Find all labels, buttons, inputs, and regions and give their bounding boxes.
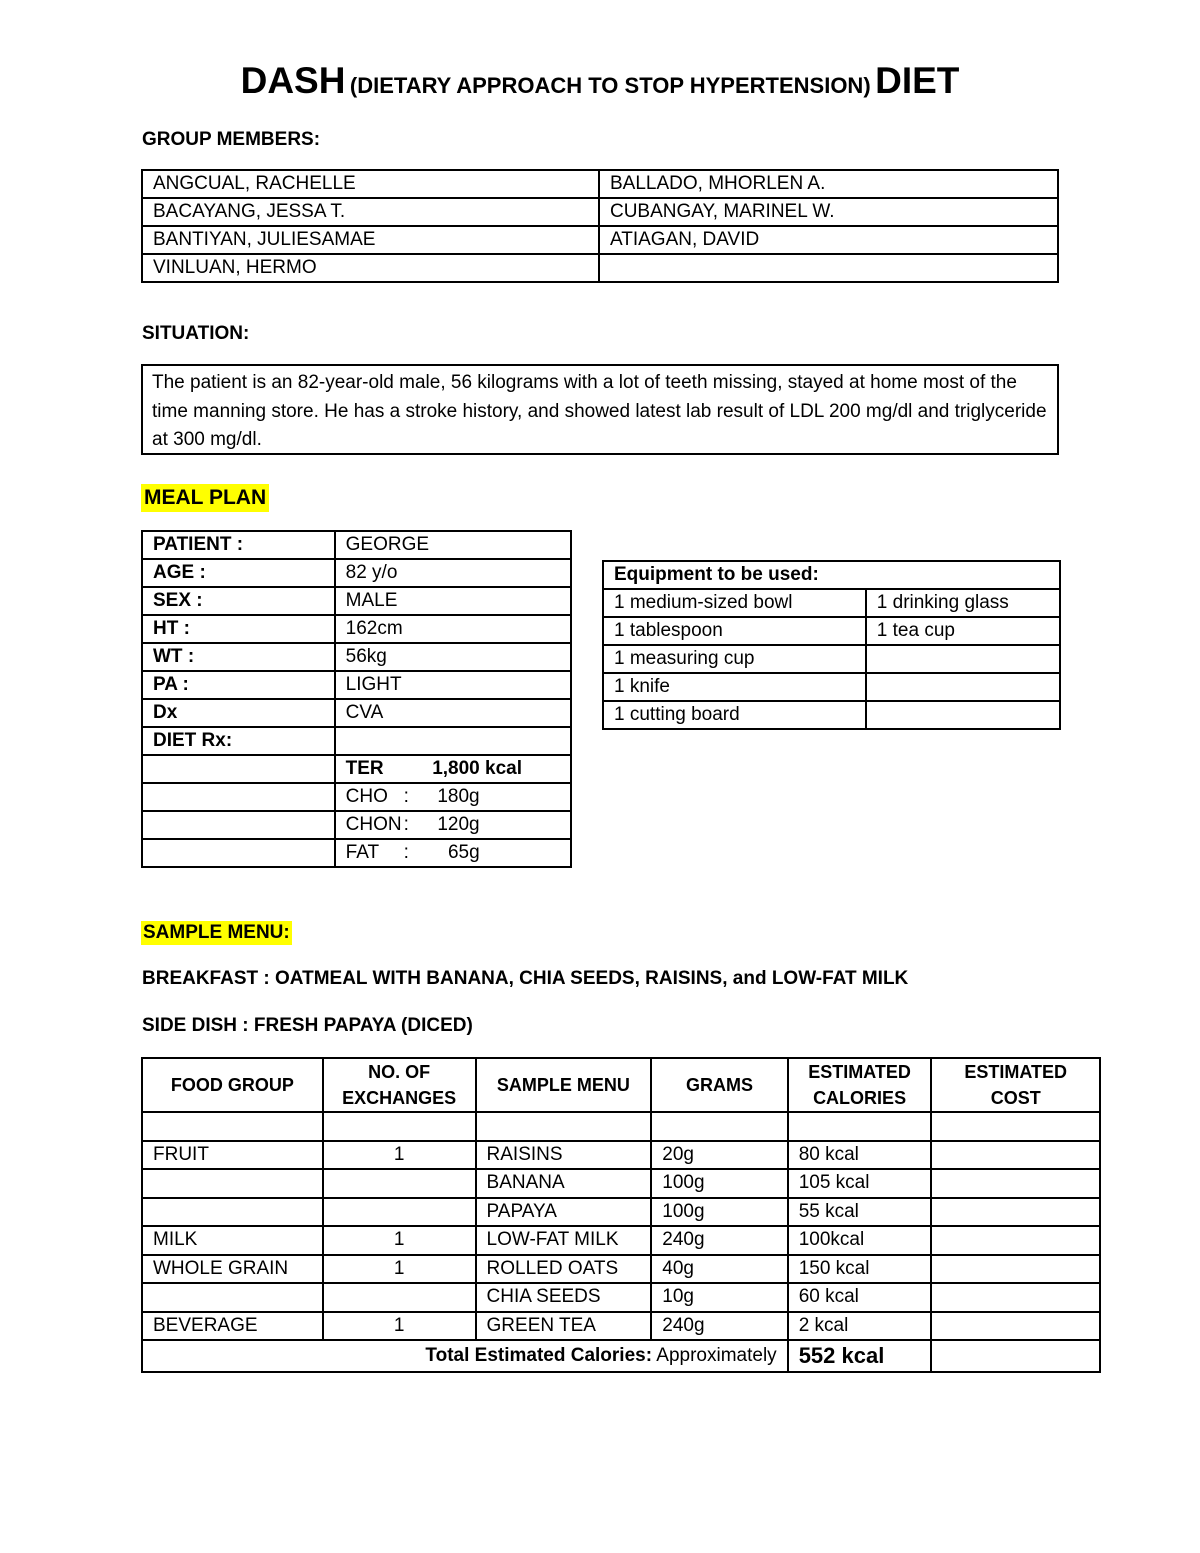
table-row (603, 673, 1060, 701)
patient-table (141, 530, 572, 868)
food-group (142, 1283, 323, 1312)
exchanges: 1 (323, 1141, 476, 1170)
cost (931, 1255, 1100, 1284)
equipment-item: 1 tablespoon (603, 617, 866, 645)
calories: 100kcal (788, 1226, 932, 1255)
table-row (142, 643, 571, 671)
grams: 100g (651, 1169, 787, 1198)
title-dash: DASH (240, 60, 346, 101)
table-row (142, 1169, 1100, 1198)
calories: 55 kcal (788, 1198, 932, 1227)
menu-item: BANANA (476, 1169, 652, 1198)
cost (931, 1226, 1100, 1255)
column-header: ESTIMATED CALORIES (788, 1058, 932, 1112)
ter-value: 1,800 kcal (432, 758, 523, 779)
patient-field-value: 56kg (335, 643, 571, 671)
table-row (142, 783, 571, 811)
exchanges: 1 (323, 1255, 476, 1284)
macro-value: 65g (447, 842, 480, 863)
macro-value: 120g (437, 814, 480, 835)
cost (931, 1141, 1100, 1170)
calories: 60 kcal (788, 1283, 932, 1312)
patient-field-label: HT : (142, 615, 335, 643)
table-row (142, 671, 571, 699)
total-row (142, 1340, 1100, 1372)
meal-plan-label: MEAL PLAN (141, 484, 269, 512)
macro-name: CHON (345, 814, 402, 835)
calories: 105 kcal (788, 1169, 932, 1198)
food-group: MILK (142, 1226, 323, 1255)
table-row (142, 839, 571, 867)
table-row (603, 645, 1060, 673)
grams: 10g (651, 1283, 787, 1312)
food-group: WHOLE GRAIN (142, 1255, 323, 1284)
total-qualifier: Approximately (656, 1345, 777, 1366)
total-label: Total Estimated Calories: (425, 1345, 653, 1366)
equipment-item: 1 measuring cup (603, 645, 866, 673)
member-name: BALLADO, MHORLEN A. (599, 170, 1058, 198)
member-name: BANTIYAN, JULIESAMAE (142, 226, 599, 254)
menu-item: CHIA SEEDS (476, 1283, 652, 1312)
equipment-item (866, 673, 1060, 701)
grams: 20g (651, 1141, 787, 1170)
column-header: ESTIMATED COST (931, 1058, 1100, 1112)
table-row (603, 701, 1060, 729)
calories: 2 kcal (788, 1312, 932, 1341)
equipment-item: 1 tea cup (866, 617, 1060, 645)
calories (788, 1112, 932, 1141)
cost (931, 1169, 1100, 1198)
patient-field-value: MALE (335, 587, 571, 615)
column-header: GRAMS (651, 1058, 787, 1112)
patient-field-label: WT : (142, 643, 335, 671)
equipment-item (866, 701, 1060, 729)
table-row (142, 1198, 1100, 1227)
patient-field-value: 162cm (335, 615, 571, 643)
macro-name: CHO (345, 786, 388, 807)
breakfast-line: BREAKFAST : OATMEAL WITH BANANA, CHIA SEEDS, RAISINS, and LOW-FAT MILK (142, 968, 909, 989)
cost (931, 1283, 1100, 1312)
sample-menu-label: SAMPLE MENU: (143, 922, 290, 943)
menu-item: ROLLED OATS (476, 1255, 652, 1284)
table-row (142, 587, 571, 615)
exchanges (323, 1112, 476, 1141)
menu-item: PAPAYA (476, 1198, 652, 1227)
grams: 240g (651, 1312, 787, 1341)
ter-label: TER (345, 758, 384, 779)
total-value: 552 kcal (788, 1340, 932, 1372)
member-name: ANGCUAL, RACHELLE (142, 170, 599, 198)
macro-separator: : (403, 814, 409, 835)
equipment-header: Equipment to be used: (603, 561, 1060, 589)
situation-label: SITUATION: (142, 323, 250, 344)
member-name: BACAYANG, JESSA T. (142, 198, 599, 226)
cost (931, 1198, 1100, 1227)
equipment-item: 1 cutting board (603, 701, 866, 729)
patient-field-value (335, 727, 571, 755)
member-name: CUBANGAY, MARINEL W. (599, 198, 1058, 226)
table-row (142, 531, 571, 559)
table-row (142, 1312, 1100, 1341)
table-row (603, 561, 1060, 589)
table-row (603, 589, 1060, 617)
table-row (142, 254, 1058, 282)
food-group: BEVERAGE (142, 1312, 323, 1341)
table-row (142, 198, 1058, 226)
patient-field-label: SEX : (142, 587, 335, 615)
calories: 150 kcal (788, 1255, 932, 1284)
table-row (603, 617, 1060, 645)
side-dish-line: SIDE DISH : FRESH PAPAYA (DICED) (142, 1015, 473, 1036)
cost (931, 1112, 1100, 1141)
table-row (142, 755, 571, 783)
table-row (142, 1141, 1100, 1170)
macro-name: FAT (345, 842, 380, 863)
menu-item: LOW-FAT MILK (476, 1226, 652, 1255)
patient-field-label: AGE : (142, 559, 335, 587)
patient-field-label: Dx (142, 699, 335, 727)
group-members-label: GROUP MEMBERS: (142, 129, 321, 150)
table-row (142, 811, 571, 839)
table-row (142, 1255, 1100, 1284)
menu-item: RAISINS (476, 1141, 652, 1170)
table-row (142, 1283, 1100, 1312)
sample-menu-table (141, 1057, 1101, 1373)
food-group: FRUIT (142, 1141, 323, 1170)
patient-field-label: PA : (142, 671, 335, 699)
table-header-row (142, 1058, 1100, 1112)
column-header: FOOD GROUP (142, 1058, 323, 1112)
patient-field-value: GEORGE (335, 531, 571, 559)
member-name: VINLUAN, HERMO (142, 254, 599, 282)
table-row (142, 1112, 1100, 1141)
document-title (0, 60, 1200, 102)
table-row (142, 615, 571, 643)
exchanges (323, 1283, 476, 1312)
patient-field-value: LIGHT (335, 671, 571, 699)
situation-text: The patient is an 82-year-old male, 56 kilograms with a lot of teeth missing, stayed at home most of the time manning store. He has a stroke history, and showed latest lab result of LDL 200 mg/dl and triglyceride at 300 mg/dl. (141, 364, 1059, 455)
exchanges (323, 1169, 476, 1198)
cost (931, 1312, 1100, 1341)
column-header: NO. OF EXCHANGES (323, 1058, 476, 1112)
group-members-table (141, 169, 1059, 283)
equipment-item (866, 645, 1060, 673)
calories: 80 kcal (788, 1141, 932, 1170)
macro-separator: : (403, 842, 409, 863)
macro-cell (335, 783, 571, 811)
equipment-item: 1 knife (603, 673, 866, 701)
menu-item: GREEN TEA (476, 1312, 652, 1341)
column-header: SAMPLE MENU (476, 1058, 652, 1112)
table-row (142, 727, 571, 755)
grams (651, 1112, 787, 1141)
title-diet: DIET (875, 60, 960, 101)
equipment-table (602, 560, 1061, 730)
food-group (142, 1112, 323, 1141)
patient-field-value: 82 y/o (335, 559, 571, 587)
grams: 240g (651, 1226, 787, 1255)
food-group (142, 1169, 323, 1198)
member-name: ATIAGAN, DAVID (599, 226, 1058, 254)
equipment-item: 1 medium-sized bowl (603, 589, 866, 617)
macro-cell (335, 811, 571, 839)
patient-field-label: PATIENT : (142, 531, 335, 559)
exchanges: 1 (323, 1226, 476, 1255)
table-row (142, 699, 571, 727)
table-row (142, 226, 1058, 254)
grams: 40g (651, 1255, 787, 1284)
macro-separator: : (403, 786, 409, 807)
grams: 100g (651, 1198, 787, 1227)
menu-item (476, 1112, 652, 1141)
exchanges (323, 1198, 476, 1227)
member-name (599, 254, 1058, 282)
title-expansion: (DIETARY APPROACH TO STOP HYPERTENSION) (349, 73, 871, 98)
food-group (142, 1198, 323, 1227)
table-row (142, 559, 571, 587)
macro-value: 180g (437, 786, 480, 807)
table-row (142, 1226, 1100, 1255)
macro-cell (335, 839, 571, 867)
equipment-item: 1 drinking glass (866, 589, 1060, 617)
exchanges: 1 (323, 1312, 476, 1341)
patient-field-label: DIET Rx: (142, 727, 335, 755)
table-row (142, 170, 1058, 198)
patient-field-value: CVA (335, 699, 571, 727)
